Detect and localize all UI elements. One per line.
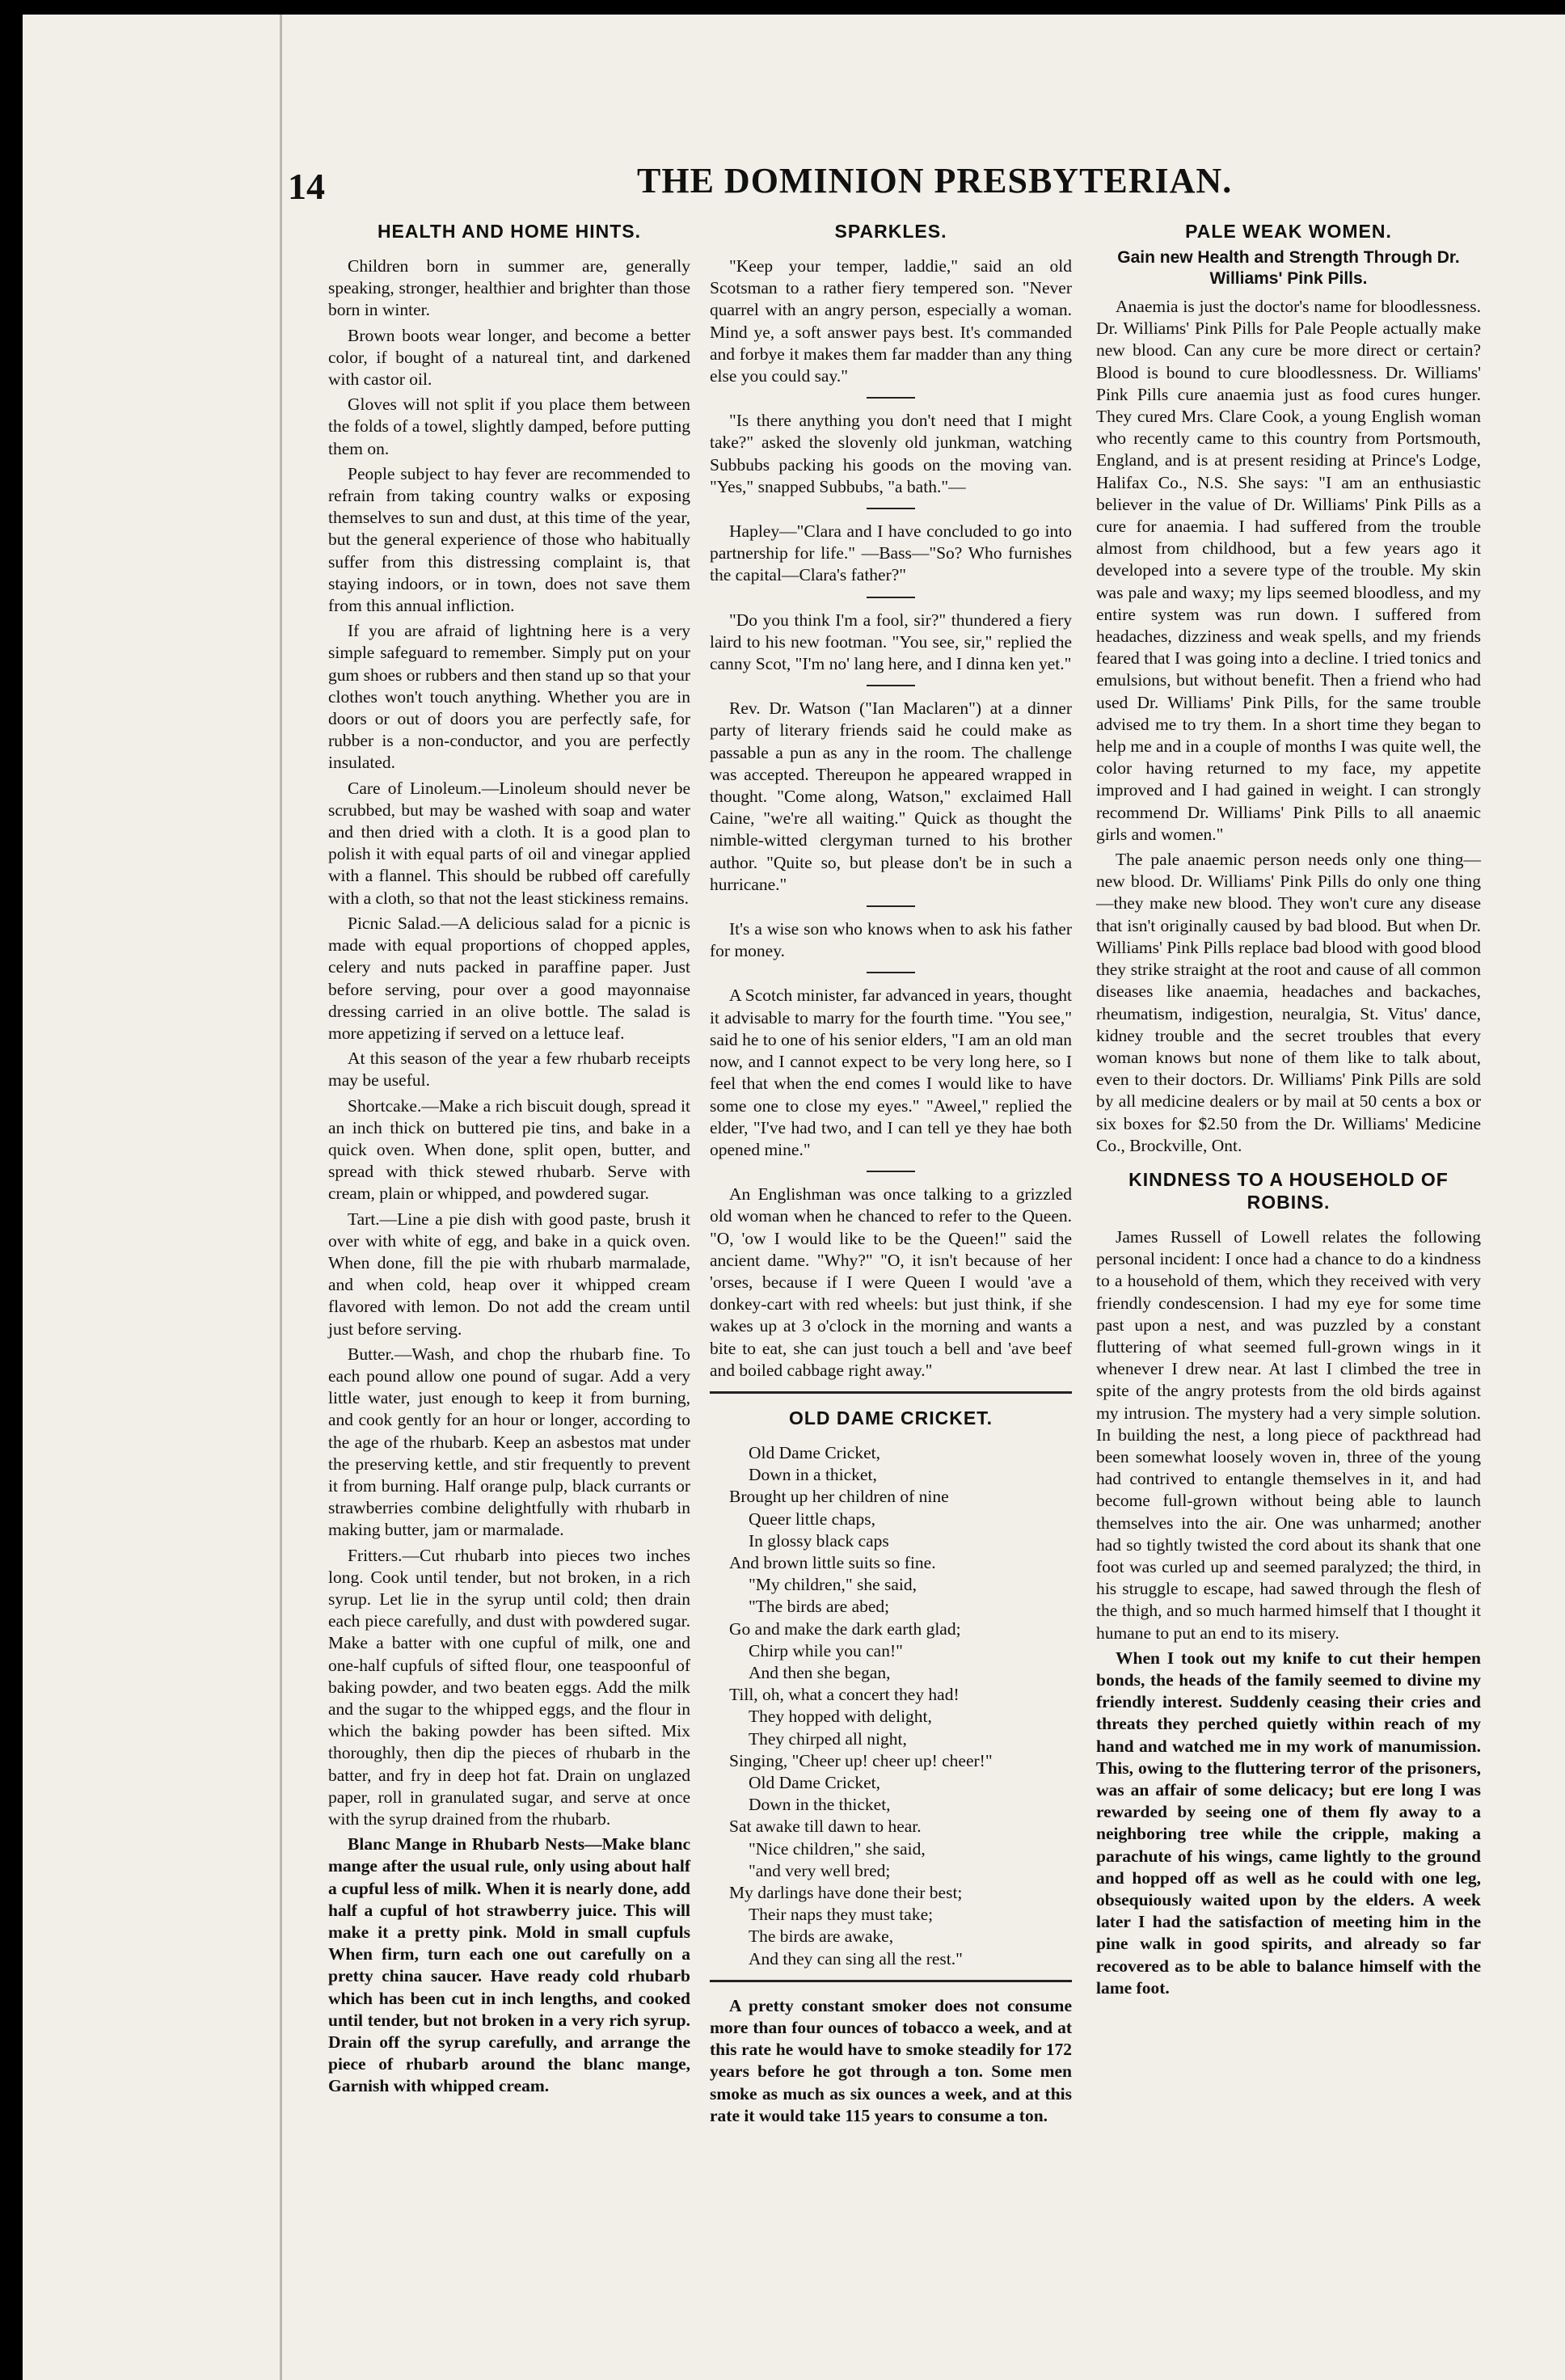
robins-paragraph: James Russell of Lowell relates the following personal incident: I once had a chance to do a kindness to a household of them, which they received with very friendly condescension. I had my eye for some time past upon a nest, and was puzzled by a constant fluttering of what seemed full-grown wings in it whenever I drew near. At last I climbed the tree in spite of the angry protests from the old birds against my intrusion. The mystery had a very simple solution. In building the nest, a long piece of packthread had been somewhat loosely woven in, three of the young had contrived to entangle themselves in it, and had become full-grown without being able to launch themselves into the air. One was unharmed; another had so tightly twisted the cord about its shank that one foot was curled up and seemed paralyzed; the third, in his struggle to escape, had sawed through the flesh of the thigh, and so much harmed himself that I thought it humane to put an end to its misery. [1096,1226,1481,1643]
health-paragraph: Shortcake.—Make a rich biscuit dough, spread it an inch thick on buttered pie tins, and bake in a quick oven. When done, split open, butter, and spread with thick stewed rhubarb. Serve with cream, plain or whipped, and powdered sugar. [328,1095,690,1204]
poem-line: Till, oh, what a concert they had! [729,1685,960,1705]
smoker-item: A pretty constant smoker does not consume more than four ounces of tobacco a week, and at this rate he would have to smoke steadily for 172 years before he got through a ton. Some men smoke as much as six ounces a week, and at this rate it would take 115 years to consume a ton. [710,1995,1072,2125]
poem-line: "Nice children," she said, [749,1838,926,1859]
sparkle-item: "Is there anything you don't need that I might take?" asked the slovenly old junkman, watching Subbubs packing his goods on the moving van. "Yes," snapped Subbubs, "a bath."— [710,411,1072,496]
newspaper-page [23,15,1565,2380]
sparkle-item: A Scotch minister, far advanced in years, thought it advisable to marry for the fourth time. "You see," said he to one of his senior elders, "I am an old man now, and I cannot expect to be very long here, so I feel that when the end comes I would like to have some one to close my eyes." "Aweel," replied the elder, "I've had two, and I can tell ye they hae both opened mine." [710,985,1072,1159]
column-sparkles [710,220,1072,2130]
pale-heading: PALE WEAK WOMEN. [1185,221,1392,242]
column-health-hints [328,220,690,2101]
robins-heading: KINDNESS TO A HOUSEHOLD OF ROBINS. [1128,1168,1449,1213]
poem-line: They chirped all night, [749,1728,907,1749]
health-paragraph: Children born in summer are, generally speaking, stronger, healthier and brighter than those born in winter. [328,256,690,320]
separator [867,1171,915,1172]
health-paragraph: Fritters.—Cut rhubarb into pieces two inches long. Cook until tender, but not broken, in a rich syrup. Let lie in the syrup until cold; then drain each piece carefully, and dust with powdered sugar. Make a batter with one cupful of milk, one and one-half cupfuls of sifted flour, one teaspoonful of baking powder, and two beaten eggs. Add the milk and the sugar to the whipped eggs, and the flour in which the baking powder has been sifted. Mix thoroughly, then dip the pieces of rhubarb in the batter, and fry in deep hot fat. Drain on unglazed paper, roll in granulated sugar, and serve at once with the syrup drained from the rhubarb. [328,1545,690,1829]
pale-subheading: Gain new Health and Strength Through Dr. Williams' Pink Pills. [1117,248,1460,288]
poem-line: Brought up her children of nine [729,1487,949,1507]
sparkle-item: Rev. Dr. Watson ("Ian Maclaren") at a dinner party of literary friends said he could make as passable a pun as any in the room. The challenge was accepted. Thereupon he appeared wrapped in thought. "Come along, Watson," exclaimed Hall Caine, "we're all waiting." Quick as thought the nimble-witted clergyman turned to his brother author. "Quite so, but please don't be in such a hurricane." [710,698,1072,894]
poem-line: My darlings have done their best; [729,1883,963,1902]
page-number: 14 [288,166,325,207]
poem-line: Chirp while you can!" [749,1640,903,1661]
separator [867,397,915,399]
sparkle-item: An Englishman was once talking to a grizzled old woman when he chanced to refer to the Queen. "O, 'ow I would like to be the Queen!" said the ancient dame. "Why?" "O, it isn't because of her 'orses, because if I were Queen I would 'ave a donkey-cart with red wheels: but just think, if she wakes up at 3 o'clock in the morning and wants a bite to eat, she can just touch a bell and 'ave beef and boiled cabbage right away." [710,1184,1072,1380]
poem-line: In glossy black caps [749,1530,889,1551]
health-paragraph: Blanc Mange in Rhubarb Nests—Make blanc mange after the usual rule, only using about half a cupful less of milk. When it is nearly done, add half a cupful of hot strawberry juice. This will make it a pretty pink. Mold in small cupfuls When firm, turn each one out carefully on a pretty china saucer. Have ready cold rhubarb which has been cut in inch lengths, and cooked until tender, but not broken in a very rich syrup. Drain off the syrup carefully, and arrange the piece of rhubarb around the blanc mange, Garnish with whipped cream. [328,1834,690,2096]
health-heading: HEALTH AND HOME HINTS. [377,221,642,242]
sparkle-item: "Keep your temper, laddie," said an old Scotsman to a rather fiery tempered son. "Never quarrel with an angry person, especially a woman. Mind ye, a soft answer pays best. It's commanded and forbye it makes them far madder than any thing else you could say." [710,256,1072,386]
health-paragraph: At this season of the year a few rhubarb receipts may be useful. [328,1049,690,1091]
poem-line: Go and make the dark earth glad; [729,1618,961,1639]
poem-line: Down in the thicket, [749,1795,891,1815]
cricket-poem [710,1442,1072,1970]
sparkles-heading: SPARKLES. [834,221,947,242]
page-edge-shadow [280,15,282,2380]
page-header [23,160,1565,212]
pale-paragraph: Anaemia is just the doctor's name for bloodlessness. Dr. Williams' Pink Pills for Pale People actually make new blood. Can any cure be more direct or certain? Blood is bound to cure bloodlessness. Dr. Williams' Pink Pills cure anaemia just as food cures hunger. They cured Mrs. Clare Cook, a young English woman who recently came to this country from Portsmouth, England, and is at present residing at Prince's Lodge, Halifax Co., N.S. She says: "I am an enthusiastic believer in the value of Dr. Williams' Pink Pills as a cure for anaemia. I had suffered from the trouble almost from childhood, but a few years ago it developed into a severe type of the trouble. My skin was pale and waxy; my lips seemed bloodless, and my entire system was run down. I suffered from headaches, dizziness and weak spells, and my friends feared that I was going into a decline. I tried tonics and emulsions, but without benefit. Then a friend who had used Dr. Williams' Pink Pills, for the same trouble advised me to try them. In a short time they began to help me and in a couple of months I was quite well, the color having returned to my face, my appetite improved and I had gained in weight. I can strongly recommend Dr. Williams' Pink Pills to all anaemic girls and women." [1096,297,1481,844]
health-paragraph: Brown boots wear longer, and become a better color, if bought of a natureal tint, and darkened with castor oil. [328,325,690,390]
pale-paragraph: The pale anaemic person needs only one thing—new blood. Dr. Williams' Pink Pills do only one thing—they make new blood. They won't cure any disease that isn't originally caused by bad blood. But when Dr. Williams' Pink Pills replace bad blood with good blood they strike straight at the root and cause of all common diseases like anaemia, headaches and backaches, rheumatism, indigestion, neuralgia, St. Vitus' dance, kidney trouble and the secret troubles that every woman knows but none of them like to talk about, even to their doctors. Dr. Williams' Pink Pills are sold by all medicine dealers or by mail at 50 cents a box or six boxes for $2.50 from the Dr. Williams' Medicine Co., Brockville, Ont. [1096,850,1481,1155]
poem-line: The birds are awake, [749,1926,894,1947]
poem-line: "and very well bred; [749,1860,891,1880]
section-rule [710,1980,1072,1982]
poem-line: "The birds are abed; [749,1597,890,1617]
poem-line: Their naps they must take; [749,1905,934,1925]
poem-line: Old Dame Cricket, [749,1442,880,1462]
health-paragraph: Tart.—Line a pie dish with good paste, brush it over with white of egg, and bake in a quick oven. When done, fill the pie with rhubarb marmalade, and when cold, heap over it whipped cream flavored with lemon. Do not add the cream until just before serving. [328,1209,690,1339]
poem-line: Down in a thicket, [749,1465,877,1485]
health-paragraph: If you are afraid of lightning here is a very simple safeguard to remember. Simply put on your gum shoes or rubbers and then stand up so that your clothes won't touch anything. Whether you are in doors or out of doors you are perfectly safe, for rubber is a non-conductor, and you are perfectly insulated. [328,621,690,773]
masthead-title: THE DOMINION PRESBYTERIAN. [637,161,1233,200]
health-paragraph: Picnic Salad.—A delicious salad for a picnic is made with equal proportions of chopped apples, celery and nuts packed in paraffine paper. Just before serving, pour over a good mayonnaise dressing carried in an olive bottle. The salad is more appetizing if served on a lettuce leaf. [328,913,690,1043]
health-paragraph: Butter.—Wash, and chop the rhubarb fine. To each pound allow one pound of sugar. Add a very little water, just enough to keep it from burning, and cook gently for an hour or longer, according to the age of the rhubarb. Keep an asbestos mat under the preserving kettle, and stir frequently to prevent it from burning. Half orange pulp, black currants or strawberries combine delightfully with rhubarb in making butter, jam or marmalade. [328,1344,690,1540]
health-paragraph: Care of Linoleum.—Linoleum should never be scrubbed, but may be washed with soap and water and then dried with a cloth. It is a good plan to polish it with equal parts of oil and vinegar applied with a flannel. This should be rubbed off carefully with a cloth, so that not the least stickiness remains. [328,778,690,908]
poem-line: And they can sing all the rest." [749,1948,963,1969]
health-paragraph: People subject to hay fever are recommended to refrain from taking country walks or exposing themselves to sun and dust, at this time of the year, but the general experience of those who habitually suffer from this distressing complaint is, that staying indoors, or in town, does not save them from this annual infliction. [328,463,690,616]
separator [867,972,915,973]
separator [867,597,915,598]
cricket-heading: OLD DAME CRICKET. [788,1407,993,1428]
poem-line: Queer little chaps, [749,1509,876,1529]
section-rule [710,1391,1072,1394]
health-paragraph: Gloves will not split if you place them between the folds of a towel, slightly damped, before putting them on. [328,395,690,458]
health-body [328,255,690,2098]
separator [867,685,915,686]
sparkle-item: It's a wise son who knows when to ask his father for money. [710,919,1072,961]
sparkle-item: Hapley—"Clara and I have concluded to go into partnership for life." —Bass—"So? Who furnishes the capital—Clara's father?" [710,521,1072,585]
poem-line: "My children," she said, [749,1575,917,1595]
column-pale-women [1096,220,1481,2002]
poem-line: Sat awake till dawn to hear. [729,1817,922,1837]
separator [867,508,915,509]
poem-line: Singing, "Cheer up! cheer up! cheer!" [729,1750,993,1770]
poem-line: They hopped with delight, [749,1707,932,1727]
poem-line: And brown little suits so fine. [729,1552,936,1572]
sparkle-item: "Do you think I'm a fool, sir?" thundered a fiery laird to his new footman. "You see, sir," replied the canny Scot, "I'm no' lang here, and I dinna ken yet." [710,610,1072,674]
poem-line: Old Dame Cricket, [749,1772,880,1792]
robins-paragraph: When I took out my knife to cut their hempen bonds, the heads of the family seemed to divine my friendly interest. Suddenly ceasing their cries and threats they perched quietly within reach of my hand and watched me in my work of manumission. This, owing to the fluttering terror of the prisoners, was an affair of some delicacy; but ere long I was rewarded by seeing one of them fly away to a neighboring tree while the cripple, making a parachute of his wings, came lightly to the ground and hopped off as well as he could with one leg, obsequiously waited upon by the elders. A week later I had the satisfaction of meeting him in the pine walk in good spirits, and already so far recovered as to be able to balance himself with the lame foot. [1096,1648,1481,1998]
poem-line: And then she began, [749,1662,891,1682]
separator [867,905,915,907]
